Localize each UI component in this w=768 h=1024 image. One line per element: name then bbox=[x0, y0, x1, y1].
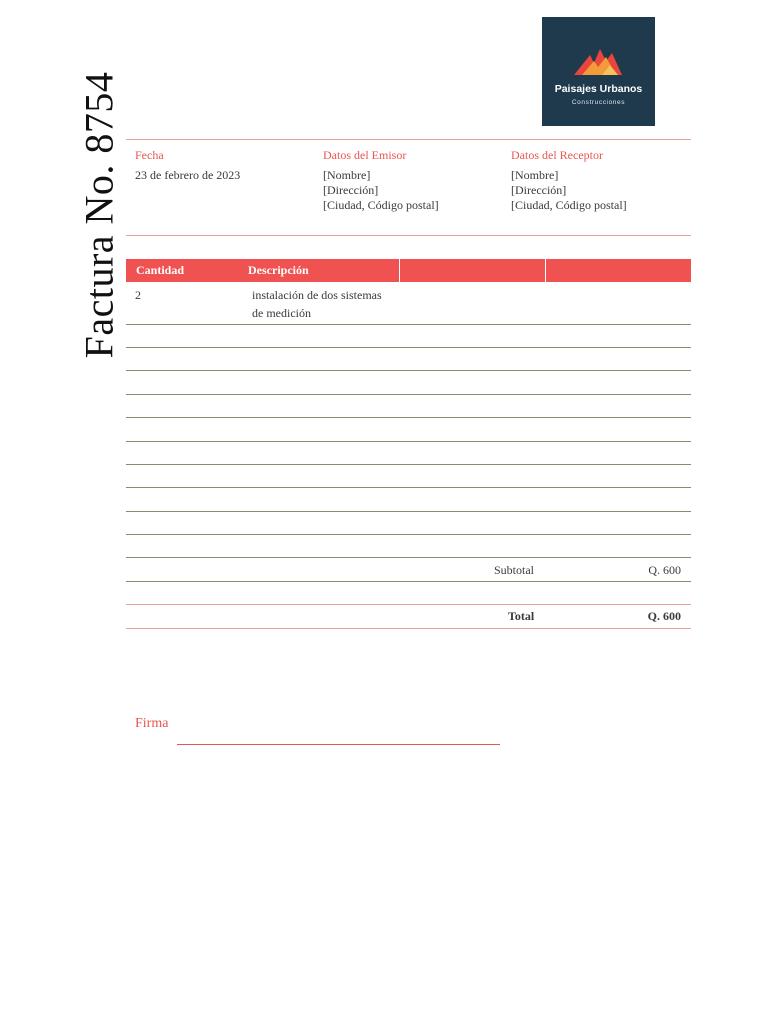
company-logo bbox=[542, 17, 655, 126]
signature-line[interactable] bbox=[177, 744, 500, 745]
emisor-block bbox=[323, 148, 439, 213]
table-row-line bbox=[126, 417, 691, 418]
row-1-cantidad: 2 bbox=[135, 288, 141, 302]
emisor-name: [Nombre] bbox=[323, 168, 371, 182]
subtotal-label: Subtotal bbox=[494, 563, 535, 577]
table-header bbox=[126, 259, 691, 282]
receptor-label: Datos del Receptor bbox=[511, 148, 603, 162]
receptor-block bbox=[511, 148, 627, 213]
row-1-descripcion-line-1: instalación de dos sistemas bbox=[252, 288, 382, 302]
column-separator bbox=[399, 259, 400, 282]
receptor-name: [Nombre] bbox=[511, 168, 559, 182]
invoice-title: Factura No. 8754 bbox=[76, 71, 122, 359]
logo-tagline: Construcciones bbox=[571, 99, 626, 106]
total-label: Total bbox=[508, 609, 535, 623]
table-row-line bbox=[126, 534, 691, 535]
table-row-line bbox=[126, 441, 691, 442]
header-top-rule bbox=[126, 139, 691, 140]
subtotal-value: Q. 600 bbox=[648, 563, 681, 577]
table-row-line bbox=[126, 394, 691, 395]
total-bottom-rule bbox=[126, 628, 691, 629]
fecha-block bbox=[135, 148, 240, 183]
column-header-cantidad: Cantidad bbox=[136, 263, 185, 277]
logo-company-name: Paisajes Urbanos bbox=[554, 83, 643, 95]
mountain-peaks-icon bbox=[572, 45, 626, 77]
emisor-label: Datos del Emisor bbox=[323, 148, 407, 162]
column-separator bbox=[545, 259, 546, 282]
row-1-descripcion bbox=[252, 286, 382, 322]
total-value: Q. 600 bbox=[647, 609, 681, 623]
table-row-line bbox=[126, 370, 691, 371]
receptor-address: [Dirección] bbox=[511, 183, 567, 197]
emisor-city: [Ciudad, Código postal] bbox=[323, 198, 439, 212]
table-row-line bbox=[126, 347, 691, 348]
column-header-descripcion: Descripción bbox=[248, 263, 309, 277]
total-top-rule bbox=[126, 604, 691, 605]
row-1-descripcion-line-2: de medición bbox=[252, 306, 311, 320]
table-row-line bbox=[126, 557, 691, 558]
emisor-address: [Dirección] bbox=[323, 183, 379, 197]
subtotal-rule bbox=[126, 581, 691, 582]
table-row-line bbox=[126, 324, 691, 325]
table-row-line bbox=[126, 511, 691, 512]
fecha-label: Fecha bbox=[135, 148, 164, 162]
signature-label: Firma bbox=[135, 716, 169, 731]
header-bottom-rule bbox=[126, 235, 691, 236]
table-row-line bbox=[126, 464, 691, 465]
table-row-line bbox=[126, 487, 691, 488]
receptor-city: [Ciudad, Código postal] bbox=[511, 198, 627, 212]
fecha-value: 23 de febrero de 2023 bbox=[135, 168, 241, 182]
